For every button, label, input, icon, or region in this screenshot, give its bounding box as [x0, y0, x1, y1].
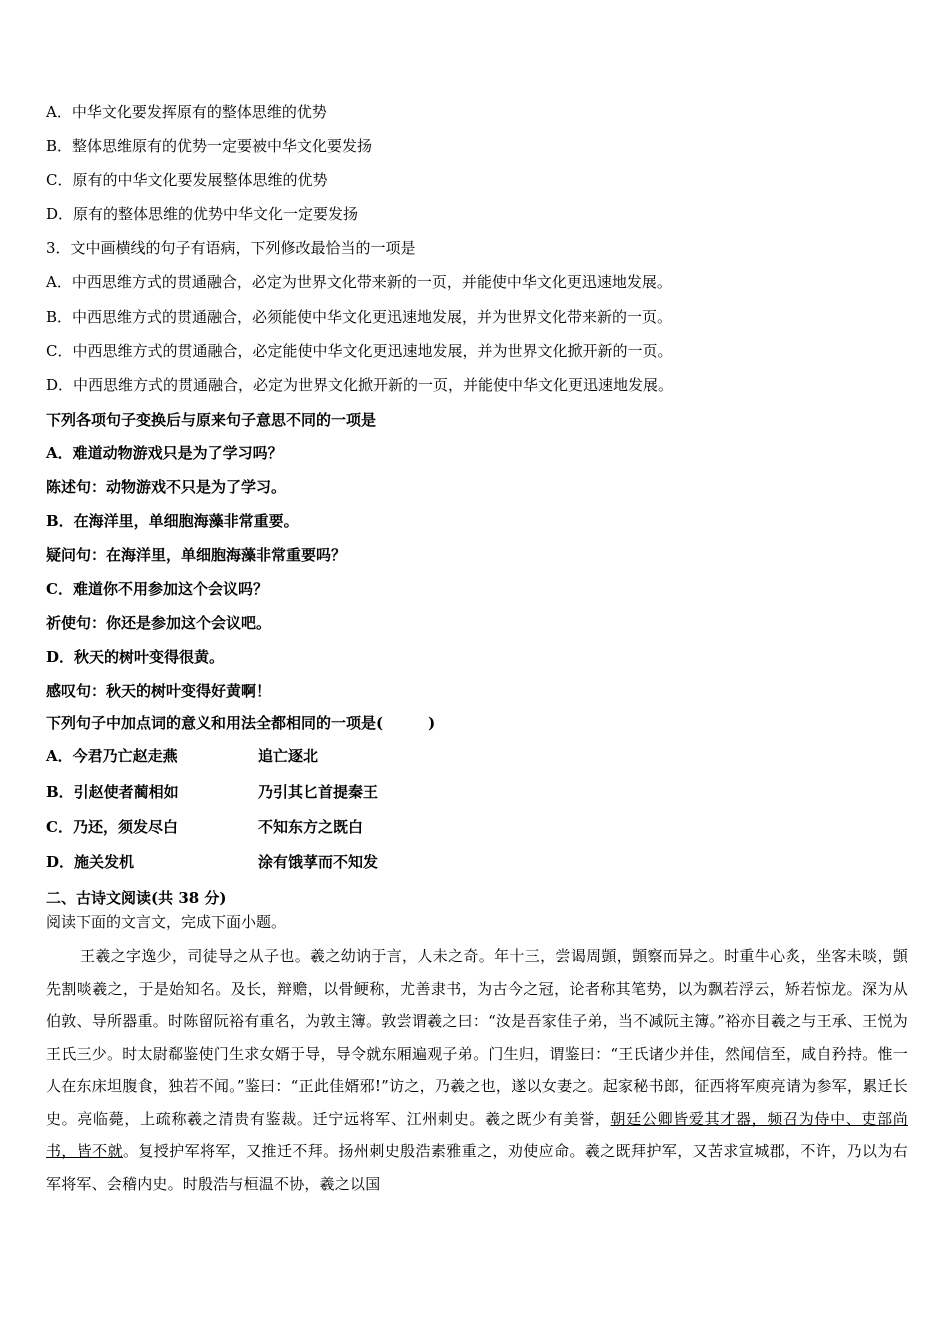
- q-words-c-left: C．乃还，须发尽白: [46, 818, 178, 836]
- q-words-option-b: [46, 782, 646, 802]
- q2-option-a: A．中华文化要发挥原有的整体思维的优势: [46, 103, 327, 121]
- q3-option-b: B．中西思维方式的贯通融合，必须能使中华文化更迅速地发展，并为世界文化带来新的一页。: [46, 308, 673, 326]
- q3-option-c: C．中西思维方式的贯通融合，必定能使中华文化更迅速地发展，并为世界文化掀开新的一页。: [46, 342, 673, 360]
- classical-passage: [46, 940, 908, 1200]
- q-transform-line: 感叹句：秋天的树叶变得好黄啊！: [46, 682, 272, 700]
- q-words-d-right: 涂有饿莩而不知发: [258, 853, 379, 871]
- underlined-sentence: 朝廷公卿皆爱其才器，频召为侍中、吏部尚书，皆不就: [46, 1109, 908, 1160]
- q-transform-line: A．难道动物游戏只是为了学习吗？: [46, 444, 283, 462]
- section-instruction: 阅读下面的文言文，完成下面小题。: [46, 913, 287, 931]
- q-transform-line: D．秋天的树叶变得很黄。: [46, 648, 225, 666]
- q-words-option-c: [46, 817, 646, 837]
- q2-option-b: B．整体思维原有的优势一定要被中华文化要发扬: [46, 137, 373, 155]
- q2-option-d: D．原有的整体思维的优势中华文化一定要发扬: [46, 205, 359, 223]
- q-words-d-left: D．施关发机: [46, 853, 135, 871]
- q-words-c-right: 不知东方之既白: [258, 818, 364, 836]
- section-title: 二、古诗文阅读(共 38 分): [46, 889, 227, 907]
- q-transform-line: C．难道你不用参加这个会议吗？: [46, 580, 268, 598]
- q-transform-line: 陈述句：动物游戏不只是为了学习。: [46, 478, 287, 496]
- q3-stem: 3．文中画横线的句子有语病，下列修改最恰当的一项是: [46, 239, 416, 257]
- q-words-stem: 下列句子中加点词的意义和用法全都相同的一项是( ): [46, 714, 436, 732]
- q-words-b-right: 乃引其匕首提秦王: [258, 783, 379, 801]
- passage-text: 王羲之字逸少，司徒导之从子也。羲之幼讷于言，人未之奇。年十三，尝谒周顗，顗察而异之。时重牛心炙，坐客未啖，顗先割啖羲之，于是始知名。及长，辩赡，以骨鲠称，尤善隶书，为古今之冠，论者称其笔势，以为飘若浮云，矫若惊龙。深为从伯敦、导所器重。时陈留阮裕有重名，为敦主簿。敦尝谓羲之曰：“汝是吾家佳子弟，当不减阮主簿。”裕亦目羲之与王承、王悦为王氏三少。时太尉郗鉴使门生求女婿于导，导令就东厢遍观子弟。门生归，谓鉴曰：“王氏诸少并佳，然闻信至，咸自矜持。惟一人在东床坦腹食，独若不闻。”鉴曰：“正此佳婿邪!”访之，乃羲之也，遂以女妻之。起家秘书郎，征西将军庾亮请为参军，累迁长史。亮临薨，上疏称羲之清贵有鉴裁。迁宁远将军、江州刺史。羲之既少有美誉，: [46, 947, 908, 1128]
- q-words-option-d: [46, 852, 646, 872]
- q-transform-stem: 下列各项句子变换后与原来句子意思不同的一项是: [46, 411, 377, 429]
- q-transform-line: B．在海洋里，单细胞海藻非常重要。: [46, 512, 299, 530]
- q-transform-line: 疑问句：在海洋里，单细胞海藻非常重要吗？: [46, 546, 347, 564]
- q3-option-a: A．中西思维方式的贯通融合，必定为世界文化带来新的一页，并能使中华文化更迅速地发展。: [46, 273, 672, 291]
- q2-option-c: C．原有的中华文化要发展整体思维的优势: [46, 171, 328, 189]
- passage-text-after: 。复授护军将军，又推迁不拜。扬州刺史殷浩素雅重之，劝使应命。羲之既拜护军，又苦求宣城郡，不许，乃以为右军将军、会稽内史。时殷浩与桓温不协，羲之以国: [46, 1142, 908, 1193]
- q3-option-d: D．中西思维方式的贯通融合，必定为世界文化掀开新的一页，并能使中华文化更迅速地发展。: [46, 376, 674, 394]
- q-words-a-left: A．今君乃亡赵走燕: [46, 747, 178, 765]
- q-transform-line: 祈使句：你还是参加这个会议吧。: [46, 614, 272, 632]
- q-words-a-right: 追亡逐北: [258, 747, 319, 765]
- q-words-option-a: [46, 746, 646, 766]
- q-words-b-left: B．引赵使者蔺相如: [46, 783, 179, 801]
